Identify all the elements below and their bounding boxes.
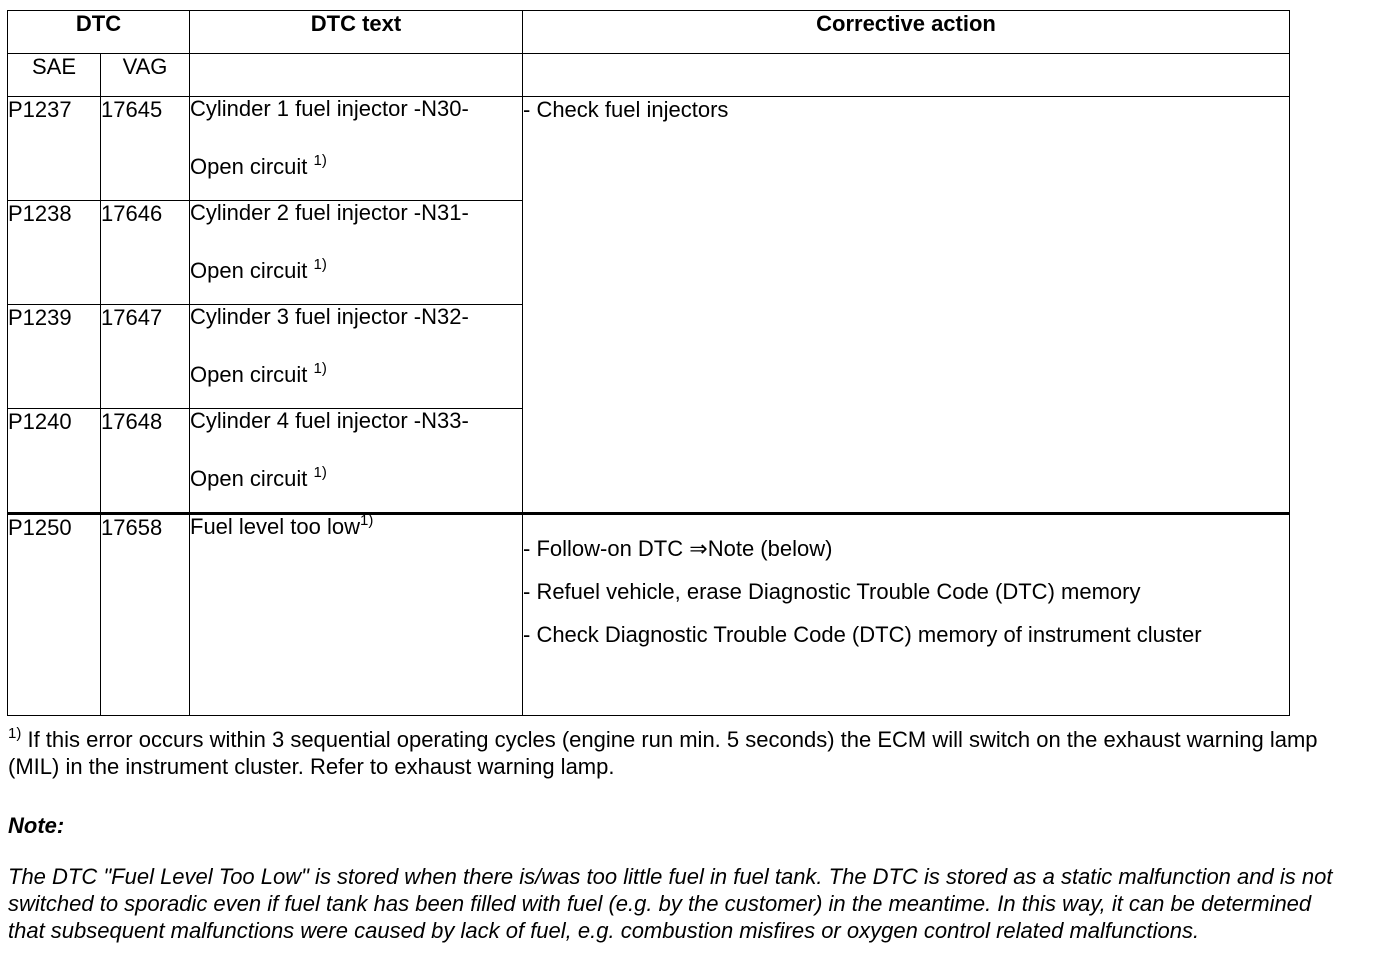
dtc-text-line1: Cylinder 1 fuel injector -N30- <box>190 96 469 121</box>
open-circuit-label: Open circuit <box>190 258 308 283</box>
dtc-text-line2 <box>190 256 522 283</box>
open-circuit-label: Open circuit <box>190 466 308 491</box>
sae-code: P1239 <box>8 305 101 409</box>
injector-corrective-action <box>523 97 1290 514</box>
dtc-text <box>190 97 523 201</box>
open-circuit-label: Open circuit <box>190 154 308 179</box>
dtc-text <box>190 201 523 305</box>
table-row <box>8 97 1290 201</box>
dtc-text-line2 <box>190 464 522 491</box>
header-dtc: DTC <box>8 11 190 54</box>
sae-code: P1250 <box>8 514 101 716</box>
dtc-text <box>190 409 523 514</box>
footnote-mark: 1) <box>313 464 327 481</box>
vag-code: 17645 <box>101 97 190 201</box>
note-title: Note: <box>8 813 65 838</box>
dtc-text-line2 <box>190 152 522 179</box>
sae-code: P1238 <box>8 201 101 305</box>
action-refuel: - Refuel vehicle, erase Diagnostic Trouble Code (DTC) memory <box>523 579 1141 604</box>
header-dtc-text: DTC text <box>190 11 523 54</box>
dtc-text-line1: Cylinder 4 fuel injector -N33- <box>190 408 469 433</box>
dtc-text <box>190 514 523 716</box>
subheader-sae: SAE <box>8 54 101 97</box>
footnote-mark: 1) <box>359 512 374 529</box>
double-arrow-right-icon[interactable]: ⇒ <box>689 536 708 561</box>
sae-code: P1240 <box>8 409 101 514</box>
subheader-empty-text <box>190 54 523 97</box>
note-body: The DTC "Fuel Level Too Low" is stored when there is/was too little fuel in fuel tank. The DTC is stored as a static malfunction and is not switched to sporadic even if fuel tank has been filled with fuel (e.g. by the customer) in the meantime. In this way, it can be determined that subsequent malfunctions were caused by lack of fuel, e.g. combustion misfires or oxygen control related malfunctions. <box>8 864 1333 943</box>
sae-code: P1237 <box>8 97 101 201</box>
dtc-text-line2 <box>190 360 522 387</box>
dtc-text <box>190 305 523 409</box>
vag-code: 17648 <box>101 409 190 514</box>
footnote-mark: 1) <box>313 152 327 169</box>
follow-on-text: - Follow-on DTC <box>523 536 684 561</box>
action-follow-on <box>523 537 1289 561</box>
vag-code: 17646 <box>101 201 190 305</box>
fuel-corrective-action <box>523 514 1290 716</box>
dtc-text-line1: Cylinder 3 fuel injector -N32- <box>190 304 469 329</box>
note-link[interactable]: Note (below) <box>707 536 833 561</box>
vag-code: 17658 <box>101 514 190 716</box>
subheader-vag: VAG <box>101 54 190 97</box>
action-check-injectors: - Check fuel injectors <box>523 97 729 122</box>
table-row <box>8 514 1290 716</box>
footnote <box>8 726 1348 780</box>
fuel-level-label: Fuel level too low <box>190 514 360 539</box>
dtc-text-line1 <box>190 512 522 539</box>
open-circuit-label: Open circuit <box>190 362 308 387</box>
footnote-mark: 1) <box>313 256 327 273</box>
vag-code: 17647 <box>101 305 190 409</box>
dtc-text-line1: Cylinder 2 fuel injector -N31- <box>190 200 469 225</box>
header-corrective-action: Corrective action <box>523 11 1290 54</box>
subheader-empty-action <box>523 54 1290 97</box>
action-check-cluster: - Check Diagnostic Trouble Code (DTC) memory of instrument cluster <box>523 622 1202 647</box>
footnote-mark: 1) <box>313 360 327 377</box>
footnote-mark: 1) <box>8 725 22 742</box>
dtc-table <box>7 10 1290 716</box>
footnote-text: If this error occurs within 3 sequential operating cycles (engine run min. 5 seconds) the ECM will switch on the exhaust warning lamp (MIL) in the instrument cluster. Refer to exhaust warning lamp. <box>8 727 1318 779</box>
